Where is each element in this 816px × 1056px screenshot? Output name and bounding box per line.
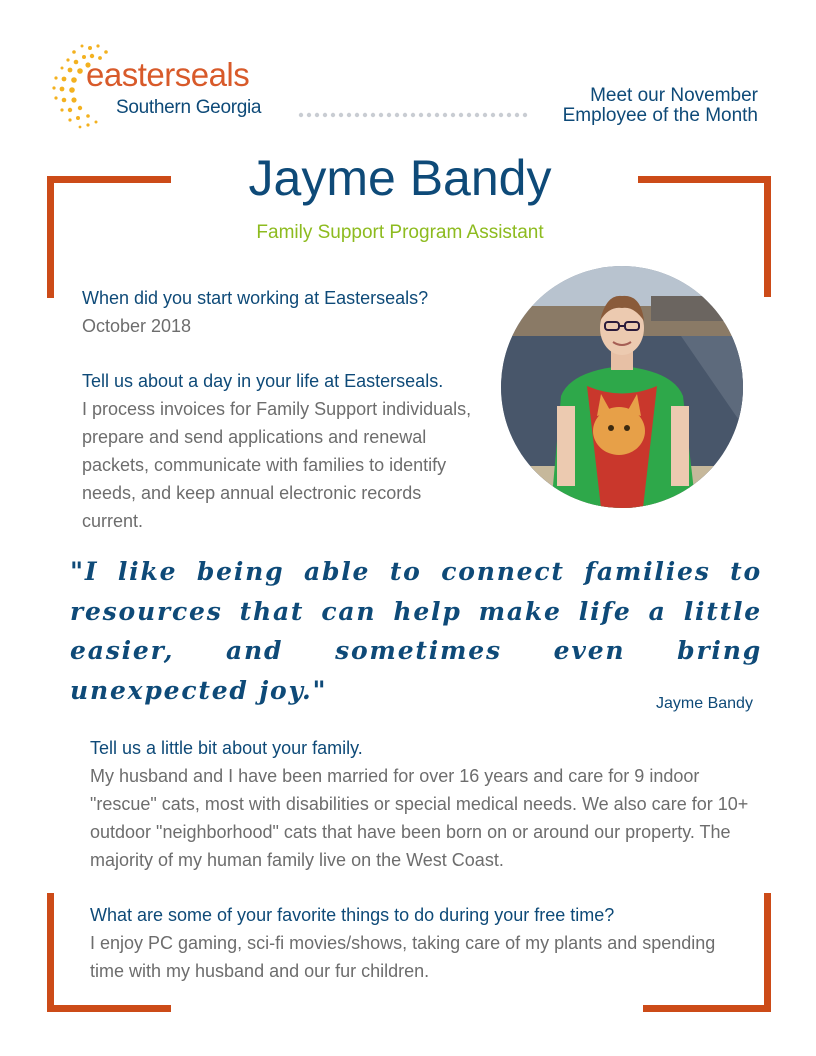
qa-block-family [90,734,750,874]
divider-dot [403,113,407,117]
divider-dot [339,113,343,117]
divider-dot [467,113,471,117]
divider-dot [411,113,415,117]
tagline-line-2: Employee of the Month [562,105,758,126]
divider-dot [347,113,351,117]
qa-question: Tell us a little bit about your family. [90,738,363,758]
employee-role: Family Support Program Assistant [256,222,544,243]
qa-block-day-in-life [82,367,482,535]
dotted-divider [298,111,530,119]
divider-dot [523,113,527,117]
qa-answer: I enjoy PC gaming, sci-fi movies/shows, taking care of my plants and spending time with my husband and our fur children. [90,933,716,981]
divider-dot [499,113,503,117]
quote-author: Jayme Bandy [656,695,753,712]
divider-dot [475,113,479,117]
divider-dot [483,113,487,117]
qa-answer: My husband and I have been married for over 16 years and care for 9 indoor "rescue" cats, most with disabilities or special medical needs. We also care for 10+ outdoor "neighborhood" cats that have been born on or around our property. The majority of my human family live on the West Coast. [90,766,749,870]
employee-photo [501,266,743,508]
divider-dot [427,113,431,117]
qa-question: What are some of your favorite things to do during your free time? [90,905,615,925]
qa-question: Tell us about a day in your life at Easterseals. [82,371,444,391]
divider-dot [307,113,311,117]
logo-wordmark: easterseals [86,56,250,93]
qa-answer: October 2018 [82,316,192,336]
qa-block-free-time [90,901,750,985]
employee-of-month-tagline [563,86,758,126]
divider-dot [459,113,463,117]
divider-dot [395,113,399,117]
divider-dot [363,113,367,117]
divider-dot [491,113,495,117]
qa-question: When did you start working at Easterseals? [82,288,429,308]
divider-dot [435,113,439,117]
divider-dot [371,113,375,117]
divider-dot [451,113,455,117]
divider-dot [515,113,519,117]
qa-answer: I process invoices for Family Support individuals, prepare and send applications and renewal packets, communicate with families to identify needs, and keep annual electronic records current. [82,399,472,531]
tagline-line-1: Meet our November [590,85,758,106]
logo-subtitle: Southern Georgia [116,97,262,118]
divider-dot [387,113,391,117]
divider-dot [419,113,423,117]
divider-dot [379,113,383,117]
divider-dot [299,113,303,117]
divider-dot [323,113,327,117]
employee-quote: "I like being able to connect families to resources that can help make life a little easier, and sometimes even bring unexpected joy." [70,557,762,705]
divider-dot [331,113,335,117]
divider-dot [355,113,359,117]
divider-dot [507,113,511,117]
divider-dot [315,113,319,117]
divider-dot [443,113,447,117]
employee-name: Jayme Bandy [248,150,552,206]
qa-block-start-date [82,284,492,340]
